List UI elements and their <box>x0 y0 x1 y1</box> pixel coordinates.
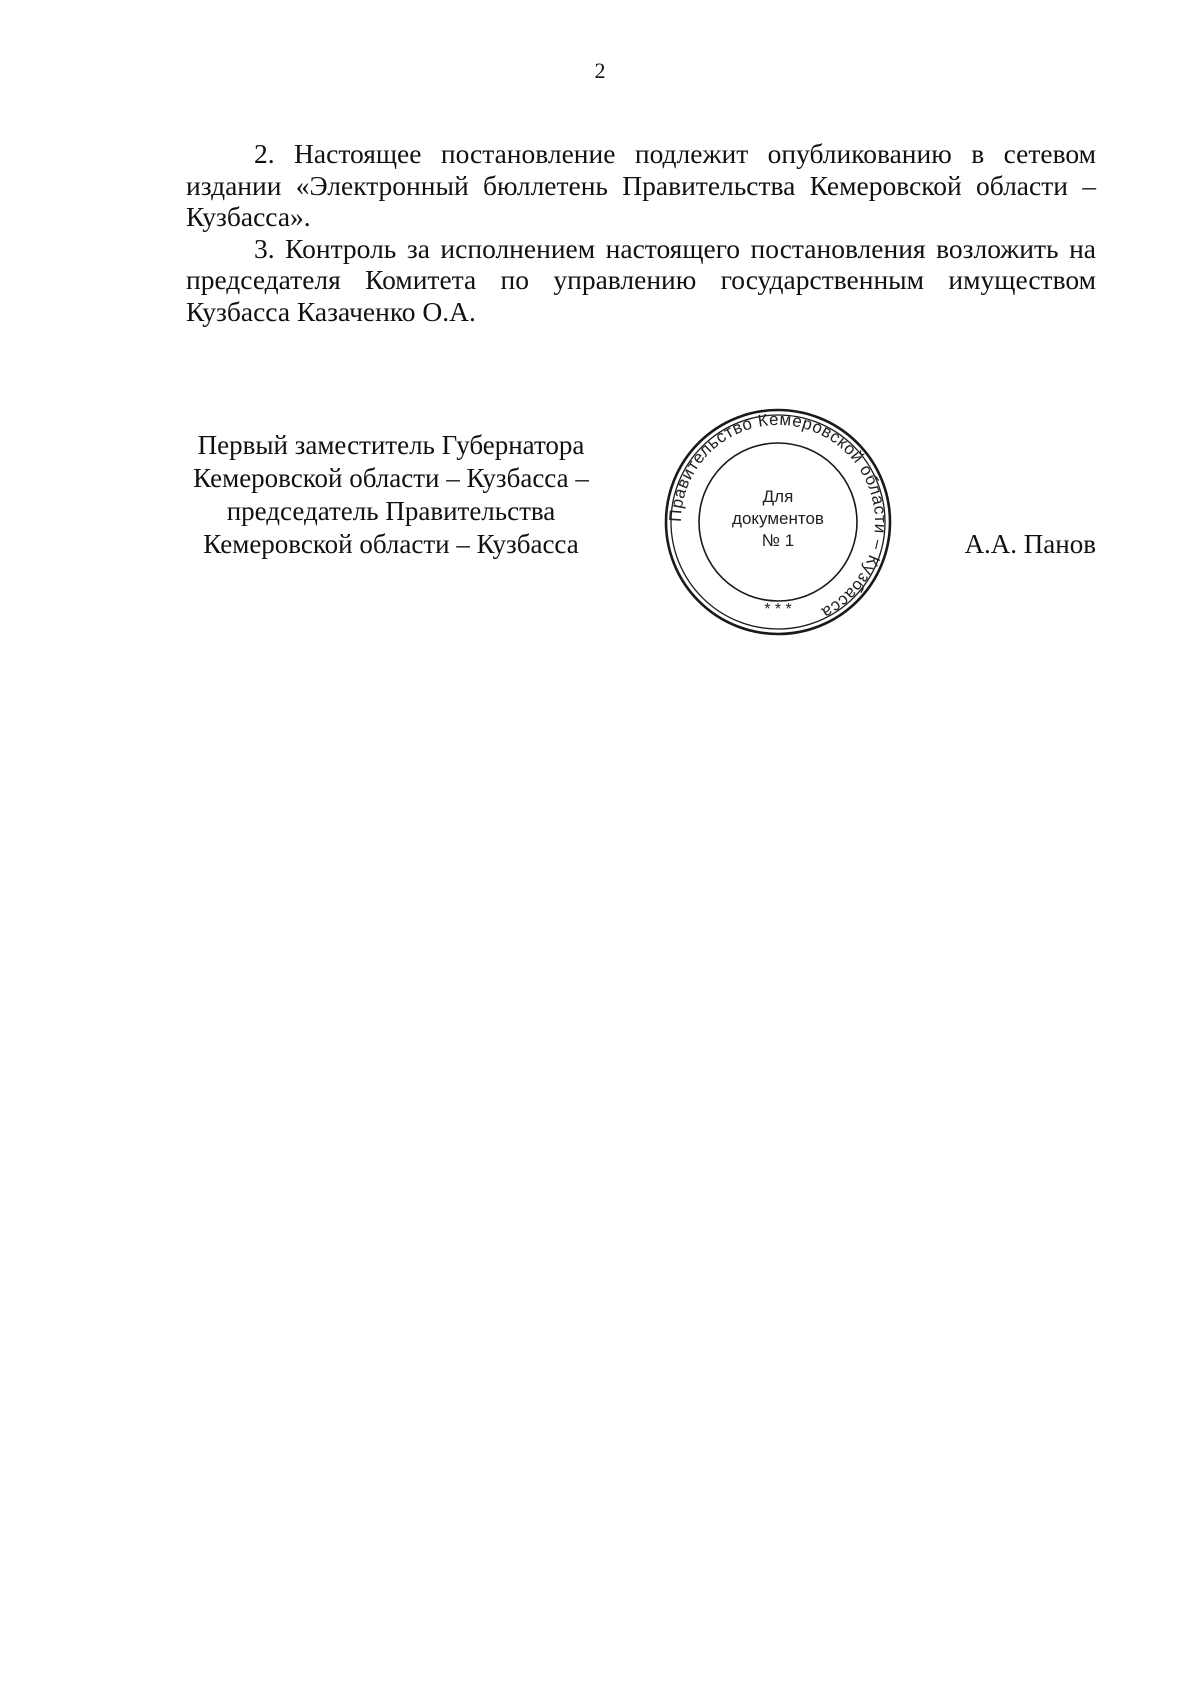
signatory-line: Кемеровской области – Кузбасса <box>203 529 579 559</box>
paragraph-2: 2. Настоящее постановление подлежит опубликованию в сетевом издании «Электронный бюллетень Правительства Кемеровской области – Кузбасса». <box>186 138 1096 233</box>
paragraph-3: 3. Контроль за исполнением настоящего постановления возложить на председателя Комитета по управлению государственным имуществом Кузбасса Казаченко О.А. <box>186 232 1096 327</box>
page-number: 2 <box>594 58 606 83</box>
document-body <box>186 138 1096 328</box>
seal-center-line: документов <box>732 509 824 528</box>
seal-center-line: № 1 <box>761 531 795 550</box>
seal-center-line: Для <box>762 487 794 506</box>
official-seal-stamp <box>660 404 896 640</box>
signatory-title <box>176 429 606 561</box>
signer-name: А.А. Панов <box>964 529 1096 559</box>
signatory-line: Кемеровской области – Кузбасса – <box>193 463 589 493</box>
seal-star-mark: * * * <box>764 601 792 618</box>
signatory-line: Первый заместитель Губернатора <box>197 430 585 460</box>
signatory-line: председатель Правительства <box>226 496 556 526</box>
seal-ring-text: Правительство Кемеровской области – Кузбасса <box>665 409 891 623</box>
